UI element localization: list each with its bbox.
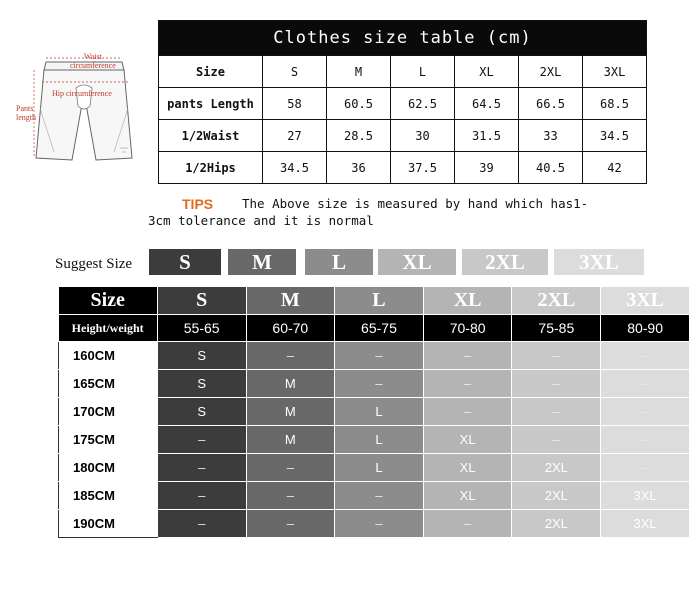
suggest-chip-l: L — [305, 249, 373, 275]
suggest-size-label: Suggest Size — [55, 256, 133, 272]
chart-cell: – — [246, 482, 335, 510]
height-cell: 180CM — [59, 454, 158, 482]
chart-cell: – — [246, 510, 335, 538]
chart-cell: 3XL — [601, 482, 690, 510]
row-label: 1/2Waist — [159, 120, 263, 152]
height-cell: 185CM — [59, 482, 158, 510]
table-title: Clothes size table (cm) — [159, 21, 647, 56]
chart-cell: – — [423, 510, 512, 538]
header-cell: S — [263, 56, 327, 88]
suggest-chip-2xl: 2XL — [462, 249, 548, 275]
tips-label: TIPS — [182, 196, 214, 212]
chart-cell: 2XL — [512, 482, 601, 510]
tips-line-1: The Above size is measured by hand which has1- — [242, 196, 589, 211]
chart-weight-row — [59, 315, 690, 342]
chart-cell: L — [335, 454, 424, 482]
chart-cell: S — [157, 398, 246, 426]
chart-cell: XL — [423, 482, 512, 510]
shorts-diagram — [10, 48, 140, 178]
chart-cell: XL — [423, 426, 512, 454]
chart-cell: – — [512, 342, 601, 370]
table-cell: 36 — [327, 152, 391, 184]
size-recommendation-chart — [58, 287, 690, 538]
chart-cell: – — [601, 342, 690, 370]
header-cell: 2XL — [519, 56, 583, 88]
suggest-chip-xl: XL — [378, 249, 456, 275]
pants-length-label: Pants — [16, 104, 34, 113]
chart-size-header: 2XL — [512, 287, 601, 315]
table-cell: 58 — [263, 88, 327, 120]
table-cell: 39 — [455, 152, 519, 184]
height-cell: 165CM — [59, 370, 158, 398]
table-row — [59, 398, 690, 426]
table-cell: 27 — [263, 120, 327, 152]
chart-cell: 2XL — [512, 454, 601, 482]
chart-cell: M — [246, 426, 335, 454]
table-row — [59, 426, 690, 454]
chart-cell: XL — [423, 454, 512, 482]
table-cell: 31.5 — [455, 120, 519, 152]
chart-cell: – — [601, 454, 690, 482]
chart-cell: S — [157, 342, 246, 370]
header-cell: 3XL — [583, 56, 647, 88]
chart-cell: – — [246, 342, 335, 370]
clothes-size-table — [158, 20, 647, 184]
waist-label: Waist — [83, 52, 102, 61]
chart-size-header: 3XL — [601, 287, 690, 315]
table-cell: 42 — [583, 152, 647, 184]
table-cell: 33 — [519, 120, 583, 152]
chart-cell: – — [157, 510, 246, 538]
height-cell: 175CM — [59, 426, 158, 454]
height-cell: 160CM — [59, 342, 158, 370]
chart-weight-cell: 80-90 — [601, 315, 690, 342]
row-label: 1/2Hips — [159, 152, 263, 184]
chart-cell: – — [512, 426, 601, 454]
table-title-row — [159, 21, 647, 56]
tips-note — [148, 195, 668, 229]
waist-label-2: circumference — [70, 61, 116, 70]
header-cell: Size — [159, 56, 263, 88]
chart-cell: – — [335, 342, 424, 370]
table-cell: 40.5 — [519, 152, 583, 184]
chart-cell: – — [335, 482, 424, 510]
chart-size-header: XL — [423, 287, 512, 315]
chart-cell: – — [246, 454, 335, 482]
chart-weight-cell: 55-65 — [157, 315, 246, 342]
height-weight-label: Height/weight — [59, 315, 158, 342]
table-row — [59, 510, 690, 538]
chart-cell: – — [423, 342, 512, 370]
chart-size-header: M — [246, 287, 335, 315]
pants-length-label-2: length — [16, 113, 36, 122]
chart-cell: 3XL — [601, 510, 690, 538]
suggest-chip-m: M — [228, 249, 296, 275]
chart-cell: M — [246, 398, 335, 426]
table-row — [159, 88, 647, 120]
height-cell: 170CM — [59, 398, 158, 426]
chart-size-row — [59, 287, 690, 315]
chart-cell: – — [512, 398, 601, 426]
table-cell: 64.5 — [455, 88, 519, 120]
chart-cell: – — [512, 370, 601, 398]
chart-cell: – — [601, 398, 690, 426]
table-cell: 30 — [391, 120, 455, 152]
table-cell: 34.5 — [583, 120, 647, 152]
table-row — [59, 482, 690, 510]
chart-weight-cell: 70-80 — [423, 315, 512, 342]
table-row — [59, 342, 690, 370]
table-row — [159, 120, 647, 152]
suggest-chip-3xl: 3XL — [554, 249, 644, 275]
chart-cell: L — [335, 426, 424, 454]
chart-cell: – — [157, 454, 246, 482]
hip-label: Hip circumference — [52, 89, 112, 98]
table-row — [59, 454, 690, 482]
suggest-chip-s: S — [149, 249, 221, 275]
table-cell: 37.5 — [391, 152, 455, 184]
chart-weight-cell: 60-70 — [246, 315, 335, 342]
header-cell: M — [327, 56, 391, 88]
header-cell: L — [391, 56, 455, 88]
chart-weight-cell: 75-85 — [512, 315, 601, 342]
header-cell: XL — [455, 56, 519, 88]
chart-cell: 2XL — [512, 510, 601, 538]
chart-cell: – — [157, 482, 246, 510]
chart-cell: – — [601, 370, 690, 398]
chart-cell: – — [157, 426, 246, 454]
table-row — [59, 370, 690, 398]
table-cell: 66.5 — [519, 88, 583, 120]
chart-cell: – — [423, 398, 512, 426]
table-cell: 68.5 — [583, 88, 647, 120]
chart-cell: – — [335, 370, 424, 398]
chart-cell: – — [423, 370, 512, 398]
size-header-row — [159, 56, 647, 88]
table-row — [159, 152, 647, 184]
height-cell: 190CM — [59, 510, 158, 538]
chart-cell: L — [335, 398, 424, 426]
table-cell: 28.5 — [327, 120, 391, 152]
row-label: pants Length — [159, 88, 263, 120]
tips-line-2: 3cm tolerance and it is normal — [148, 213, 374, 228]
chart-cell: M — [246, 370, 335, 398]
chart-size-header: L — [335, 287, 424, 315]
chart-cell: – — [335, 510, 424, 538]
chart-cell: S — [157, 370, 246, 398]
table-cell: 60.5 — [327, 88, 391, 120]
chart-cell: – — [601, 426, 690, 454]
chart-size-header: S — [157, 287, 246, 315]
table-cell: 34.5 — [263, 152, 327, 184]
table-cell: 62.5 — [391, 88, 455, 120]
size-label-cell: Size — [59, 287, 158, 315]
chart-weight-cell: 65-75 — [335, 315, 424, 342]
